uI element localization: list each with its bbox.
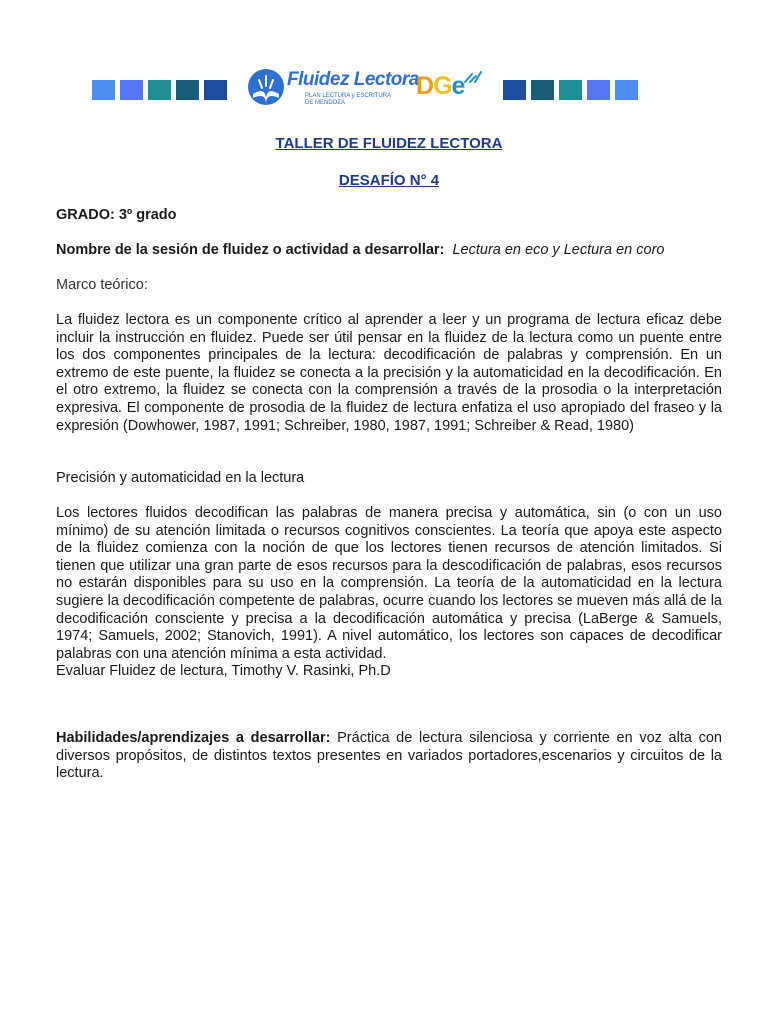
dge-letter-g: G — [433, 72, 452, 100]
header-banner — [92, 68, 642, 112]
fluidez-lectora-logo — [247, 68, 419, 112]
dge-letter-d: D — [416, 72, 434, 100]
habilidades-value: Práctica de lectura silenciosa y corriente en voz alta con diversos propósitos, de distintos textos presentes en variados portadores,escenarios y circuitos de la lectura. — [56, 730, 722, 782]
color-square — [559, 80, 582, 100]
color-square — [204, 80, 227, 100]
fluidez-tagline: PLAN LECTURA y ESCRITURA DE MENDOZA — [305, 93, 392, 106]
grado-value: 3º grado — [114, 207, 177, 223]
color-square — [503, 80, 526, 100]
habilidades-label: Habilidades/aprendizajes a desarrollar: — [56, 730, 331, 746]
color-square — [615, 80, 638, 100]
color-square — [148, 80, 171, 100]
fluidez-brand-text: Fluidez Lectora — [287, 69, 419, 90]
paragraph-marco: La fluidez lectora es un componente crítico al aprender a leer y un programa de lectura eficaz debe incluir la instrucción en fluidez. Puede ser útil pensar en la fluidez de la lectura como un puente entre los dos componentes principales de la lectura: decodificación de palabras y comprensión. En un extremo de este puente, la fluidez se conecta a la precisión y la automaticidad en la decodificación. En el otro extremo, la fluidez se conecta con la comprensión a través de la prosodia o la interpretación expresiva. El componente de prosodia de la fluidez de lectura enfatiza el uso apropiado del fraseo y la expresión (Dowhower, 1987, 1991; Schreiber, 1980, 1987, 1991; Schreiber & Read, 1980) — [56, 312, 722, 434]
color-square — [92, 80, 115, 100]
dge-logo — [415, 68, 485, 112]
source-citation: Evaluar Fluidez de lectura, Timothy V. Rasinki, Ph.D — [56, 663, 391, 679]
color-square — [120, 80, 143, 100]
marco-heading: Marco teórico: — [56, 277, 148, 293]
paragraph-automaticidad: Los lectores fluidos decodifican las palabras de manera precisa y automática, sin (o con un uso mínimo) de su atención limitada o recursos cognitivos conscientes. La teoría que apoya este aspecto de la fluidez comienza con la noción de que los lectores tienen recursos de atención limitados. Si tienen que utilizar una gran parte de esos recursos para la descodificación de palabras, esos recursos no estarán disponibles para su uso en la comprensión. La teoría de la automaticidad en la lectura sugiere la decodificación competente de palabras, ocurre cuando los lectores se mueven más allá de la decodificación consciente y precisa a la decodificación automática y precisa (LaBerge & Samuels, 1974; Samuels, 2002; Stanovich, 1991). A nivel automático, los lectores son capaces de decodificar palabras con una atención mínima a esta actividad. — [56, 505, 722, 662]
section-heading: Precisión y automaticidad en la lectura — [56, 470, 305, 486]
sesion-label: Nombre de la sesión de fluidez o actividad a desarrollar: — [56, 242, 445, 258]
open-book-hands-icon — [247, 68, 285, 108]
sesion-line — [56, 242, 722, 260]
document-title: TALLER DE FLUIDEZ LECTORA — [275, 135, 503, 152]
color-square — [176, 80, 199, 100]
color-square — [587, 80, 610, 100]
document-subtitle: DESAFÍO N° 4 — [338, 172, 440, 189]
grado-line — [56, 207, 722, 225]
dge-text — [416, 72, 464, 101]
dge-letter-e: e — [451, 72, 465, 100]
sesion-value: Lectura en eco y Lectura en coro — [452, 242, 665, 258]
habilidades-paragraph — [56, 730, 722, 783]
grado-label: GRADO: — [56, 207, 115, 223]
color-square — [531, 80, 554, 100]
sparkle-lines-icon — [463, 70, 483, 84]
